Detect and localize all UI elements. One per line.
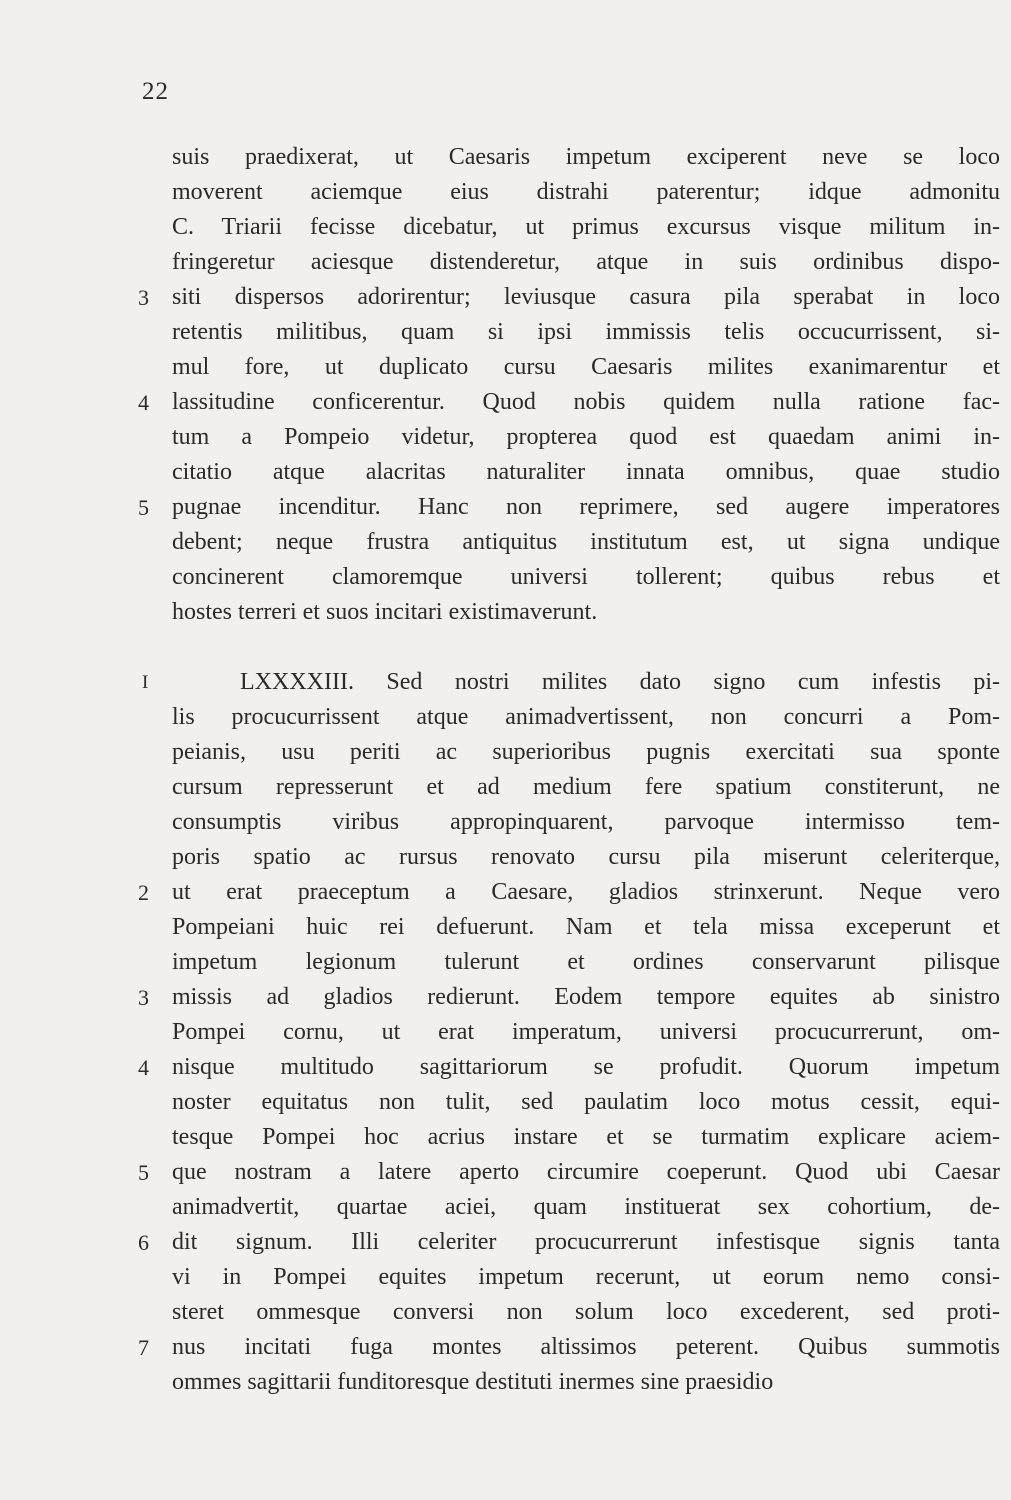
text-line: peianis, usu periti ac superioribus pugnis exercitati sua sponte — [172, 739, 1000, 765]
margin-section-number: 4 — [138, 1055, 149, 1080]
text-line: dit signum. Illi celeriter procucurrerunt infestisque signis tanta — [172, 1229, 1000, 1255]
text-line: suis praedixerat, ut Caesaris impetum exciperent neve se loco — [172, 144, 1000, 170]
margin-section-number: 5 — [138, 495, 149, 520]
page-number: 22 — [142, 78, 169, 105]
margin-section-number: 2 — [138, 880, 149, 905]
text-line: moverent aciemque eius distrahi paterentur; idque admonitu — [172, 179, 1000, 205]
text-line: que nostram a latere aperto circumire coeperunt. Quod ubi Caesar — [172, 1159, 1000, 1185]
text-line: impetum legionum tulerunt et ordines conservarunt pilisque — [172, 949, 1000, 975]
text-line: hostes terreri et suos incitari existimaverunt. — [172, 599, 598, 625]
text-line: C. Triarii fecisse dicebatur, ut primus excursus visque militum in- — [172, 214, 1000, 240]
text-line: consumptis viribus appropinquarent, parvoque intermisso tem- — [172, 809, 1000, 835]
text-line: nus incitati fuga montes altissimos peterent. Quibus summotis — [172, 1334, 1000, 1360]
text-line: nisque multitudo sagittariorum se profudit. Quorum impetum — [172, 1054, 1000, 1080]
text-line: tesque Pompei hoc acrius instare et se turmatim explicare aciem- — [172, 1124, 1000, 1150]
text-line: steret ommesque conversi non solum loco excederent, sed proti- — [172, 1299, 1000, 1325]
text-line: poris spatio ac rursus renovato cursu pila miserunt celeriterque, — [172, 844, 1000, 870]
margin-section-number: 3 — [138, 285, 149, 310]
text-line: citatio atque alacritas naturaliter innata omnibus, quae studio — [172, 459, 1000, 485]
text-line: fringeretur aciesque distenderetur, atque in suis ordinibus dispo- — [172, 249, 1000, 275]
text-line: retentis militibus, quam si ipsi immissis telis occucurrissent, si- — [172, 319, 1000, 345]
text-line: LXXXXIII. Sed nostri milites dato signo cum infestis pi- — [240, 669, 1000, 695]
margin-section-number: 7 — [138, 1335, 149, 1360]
margin-section-number: 5 — [138, 1160, 149, 1185]
text-line: missis ad gladios redierunt. Eodem tempore equites ab sinistro — [172, 984, 1000, 1010]
text-line: tum a Pompeio videtur, propterea quod est quaedam animi in- — [172, 424, 1000, 450]
text-line: concinerent clamoremque universi tollerent; quibus rebus et — [172, 564, 1000, 590]
text-line: cursum represserunt et ad medium fere spatium constiterunt, ne — [172, 774, 1000, 800]
text-line: debent; neque frustra antiquitus institutum est, ut signa undique — [172, 529, 1000, 555]
margin-section-number: 3 — [138, 985, 149, 1010]
text-line: lis procucurrissent atque animadvertissent, non concurri a Pom- — [172, 704, 1000, 730]
text-line: siti dispersos adorirentur; leviusque casura pila sperabat in loco — [172, 284, 1000, 310]
paragraph-1 — [172, 140, 1000, 630]
margin-section-number: I — [142, 672, 149, 693]
text-line: vi in Pompei equites impetum recerunt, ut eorum nemo consi- — [172, 1264, 1000, 1290]
paragraph-2 — [172, 665, 1000, 1400]
text-line: lassitudine conficerentur. Quod nobis quidem nulla ratione fac- — [172, 389, 1000, 415]
margin-section-number: 4 — [138, 390, 149, 415]
text-line: animadvertit, quartae aciei, quam instituerat sex cohortium, de- — [172, 1194, 1000, 1220]
text-line: Pompei cornu, ut erat imperatum, universi procucurrerunt, om- — [172, 1019, 1000, 1045]
text-line: mul fore, ut duplicato cursu Caesaris milites exanimarentur et — [172, 354, 1000, 380]
text-line: noster equitatus non tulit, sed paulatim loco motus cessit, equi- — [172, 1089, 1000, 1115]
text-line: ommes sagittarii funditoresque destituti inermes sine praesidio — [172, 1369, 774, 1395]
margin-section-number: 6 — [138, 1230, 149, 1255]
text-line: Pompeiani huic rei defuerunt. Nam et tela missa exceperunt et — [172, 914, 1000, 940]
text-line: pugnae incenditur. Hanc non reprimere, sed augere imperatores — [172, 494, 1000, 520]
text-line: ut erat praeceptum a Caesare, gladios strinxerunt. Neque vero — [172, 879, 1000, 905]
